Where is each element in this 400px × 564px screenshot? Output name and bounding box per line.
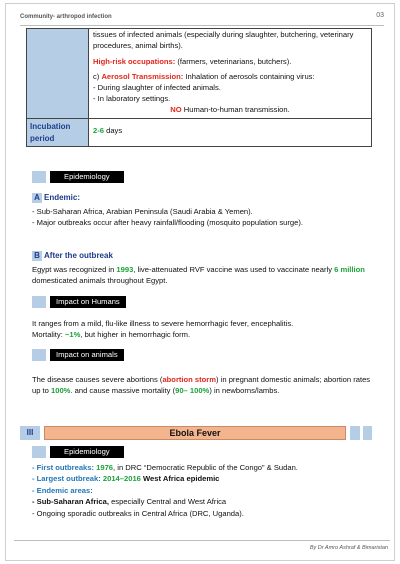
table-row <box>27 119 372 147</box>
after-text-b: , live-attenuated RVF vaccine was used to vaccinate nearly <box>133 265 335 274</box>
mortality-value: ~1% <box>64 330 81 340</box>
header-divider <box>20 25 384 26</box>
animals-text <box>32 374 372 396</box>
ebola-list <box>32 462 372 519</box>
transmission-table <box>26 28 372 147</box>
abortion-rate: 100% <box>51 386 71 396</box>
endemic-title: Endemic: <box>44 193 81 203</box>
endemic-line-2: - Major outbreaks occur after heavy rainfall/flooding (mosquito population surge). <box>32 218 303 228</box>
high-risk-line <box>93 57 367 68</box>
aerosol-bullet-2: - In laboratory settings. <box>93 93 171 103</box>
ebola-title: Ebola Fever <box>44 426 346 440</box>
humans-mortality <box>32 329 372 340</box>
footer-divider <box>14 540 390 541</box>
sub-saharan-text: especially Central and West Africa <box>108 497 227 507</box>
mortality-label: Mortality: <box>32 330 65 340</box>
banner-marker <box>350 426 360 440</box>
after-count: 6 million <box>334 265 365 274</box>
after-title: After the outbreak <box>44 251 113 261</box>
section-marker <box>32 349 46 361</box>
footer-credit: By Dr Amro Ashraf & Bimaristan <box>309 545 388 551</box>
mortality-text: , but higher in hemorrhagic form. <box>80 330 191 340</box>
section-marker <box>32 296 46 308</box>
aerosol-line <box>93 72 367 83</box>
incubation-label: Incubation period <box>27 119 89 147</box>
section-title: Impact on animals <box>50 349 124 361</box>
section-marker <box>32 446 46 458</box>
high-risk-label: High-risk occupations: <box>93 56 176 66</box>
high-risk-text: (farmers, veterinarians, butchers). <box>175 56 292 66</box>
first-outbreak-year: 1976 <box>94 463 114 472</box>
aerosol-bullet-1: - During slaughter of infected animals. <box>93 83 221 93</box>
aerosol-label: Aerosol Transmission: <box>101 72 184 82</box>
humans-line-1: It ranges from a mild, flu-like illness to severe hemorrhagic fever, encephalitis. <box>32 319 294 328</box>
section-title: Epidemiology <box>50 171 124 183</box>
largest-outbreak-text: West Africa epidemic <box>140 474 220 484</box>
endemic-areas-label: - Endemic areas: <box>32 485 93 495</box>
table-row <box>27 29 372 119</box>
after-text-c: domesticated animals throughout Egypt. <box>32 276 168 286</box>
table-label-cell-empty <box>27 29 89 119</box>
list-item: - Ongoing sporadic outbreaks in Central Africa (DRC, Uganda). <box>32 508 244 518</box>
list-item <box>32 462 372 473</box>
endemic-text <box>32 206 372 228</box>
animals-text-a: The disease causes severe abortions ( <box>32 375 163 384</box>
section-marker <box>32 171 46 183</box>
incubation-days: 2-6 <box>93 126 104 136</box>
banner-marker <box>363 426 372 440</box>
list-item <box>32 473 372 484</box>
section-title: Impact on Humans <box>50 296 126 308</box>
header-title: Community- arthropod infection <box>20 14 112 20</box>
animals-text-c: . and cause massive mortality ( <box>70 386 176 396</box>
first-outbreaks-label: - First outbreaks: <box>32 463 95 472</box>
tag-a: A <box>32 193 42 203</box>
humans-text <box>32 318 372 340</box>
animals-text-d: ) in newborns/lambs. <box>209 386 280 396</box>
incubation-value <box>89 119 372 147</box>
section-numeral: III <box>20 426 40 440</box>
no-transmission-line <box>93 105 367 116</box>
animals-text-b: ) in pregnant domestic animals; abortion rates up to <box>32 375 371 396</box>
section-title: Epidemiology <box>50 446 124 458</box>
no-text: Human-to-human transmission. <box>181 104 290 114</box>
ebola-banner <box>20 426 372 440</box>
largest-outbreak-label: - Largest outbreak: <box>32 474 101 484</box>
incubation-unit: days <box>103 126 123 136</box>
page-number: 03 <box>376 12 384 19</box>
after-year: 1993 <box>116 265 134 274</box>
endemic-heading <box>32 193 80 203</box>
transmission-cell <box>89 29 372 119</box>
sub-saharan-label: - Sub-Saharan Africa, <box>32 497 109 507</box>
transmission-text: tissues of infected animals (especially during slaughter, butchering, veterinary procedures, animal births). <box>93 30 354 50</box>
largest-outbreak-years: 2014–2016 <box>100 474 141 484</box>
list-item <box>32 496 372 507</box>
endemic-line-1: - Sub-Saharan Africa, Arabian Peninsula (Saudi Arabia & Yemen). <box>32 207 253 216</box>
after-text-a: Egypt was recognized in <box>32 265 117 274</box>
first-outbreak-text: , in DRC “Democratic Republic of the Congo” & Sudan. <box>113 463 298 472</box>
newborn-mortality: 90– 100% <box>175 386 210 396</box>
after-heading <box>32 251 113 261</box>
aerosol-text: Inhalation of aerosols containing virus: <box>183 72 315 82</box>
aerosol-prefix: c) <box>93 72 102 82</box>
after-text <box>32 264 372 286</box>
no-word: NO <box>170 104 182 114</box>
tag-b: B <box>32 251 42 261</box>
abortion-storm: abortion storm <box>162 375 217 384</box>
